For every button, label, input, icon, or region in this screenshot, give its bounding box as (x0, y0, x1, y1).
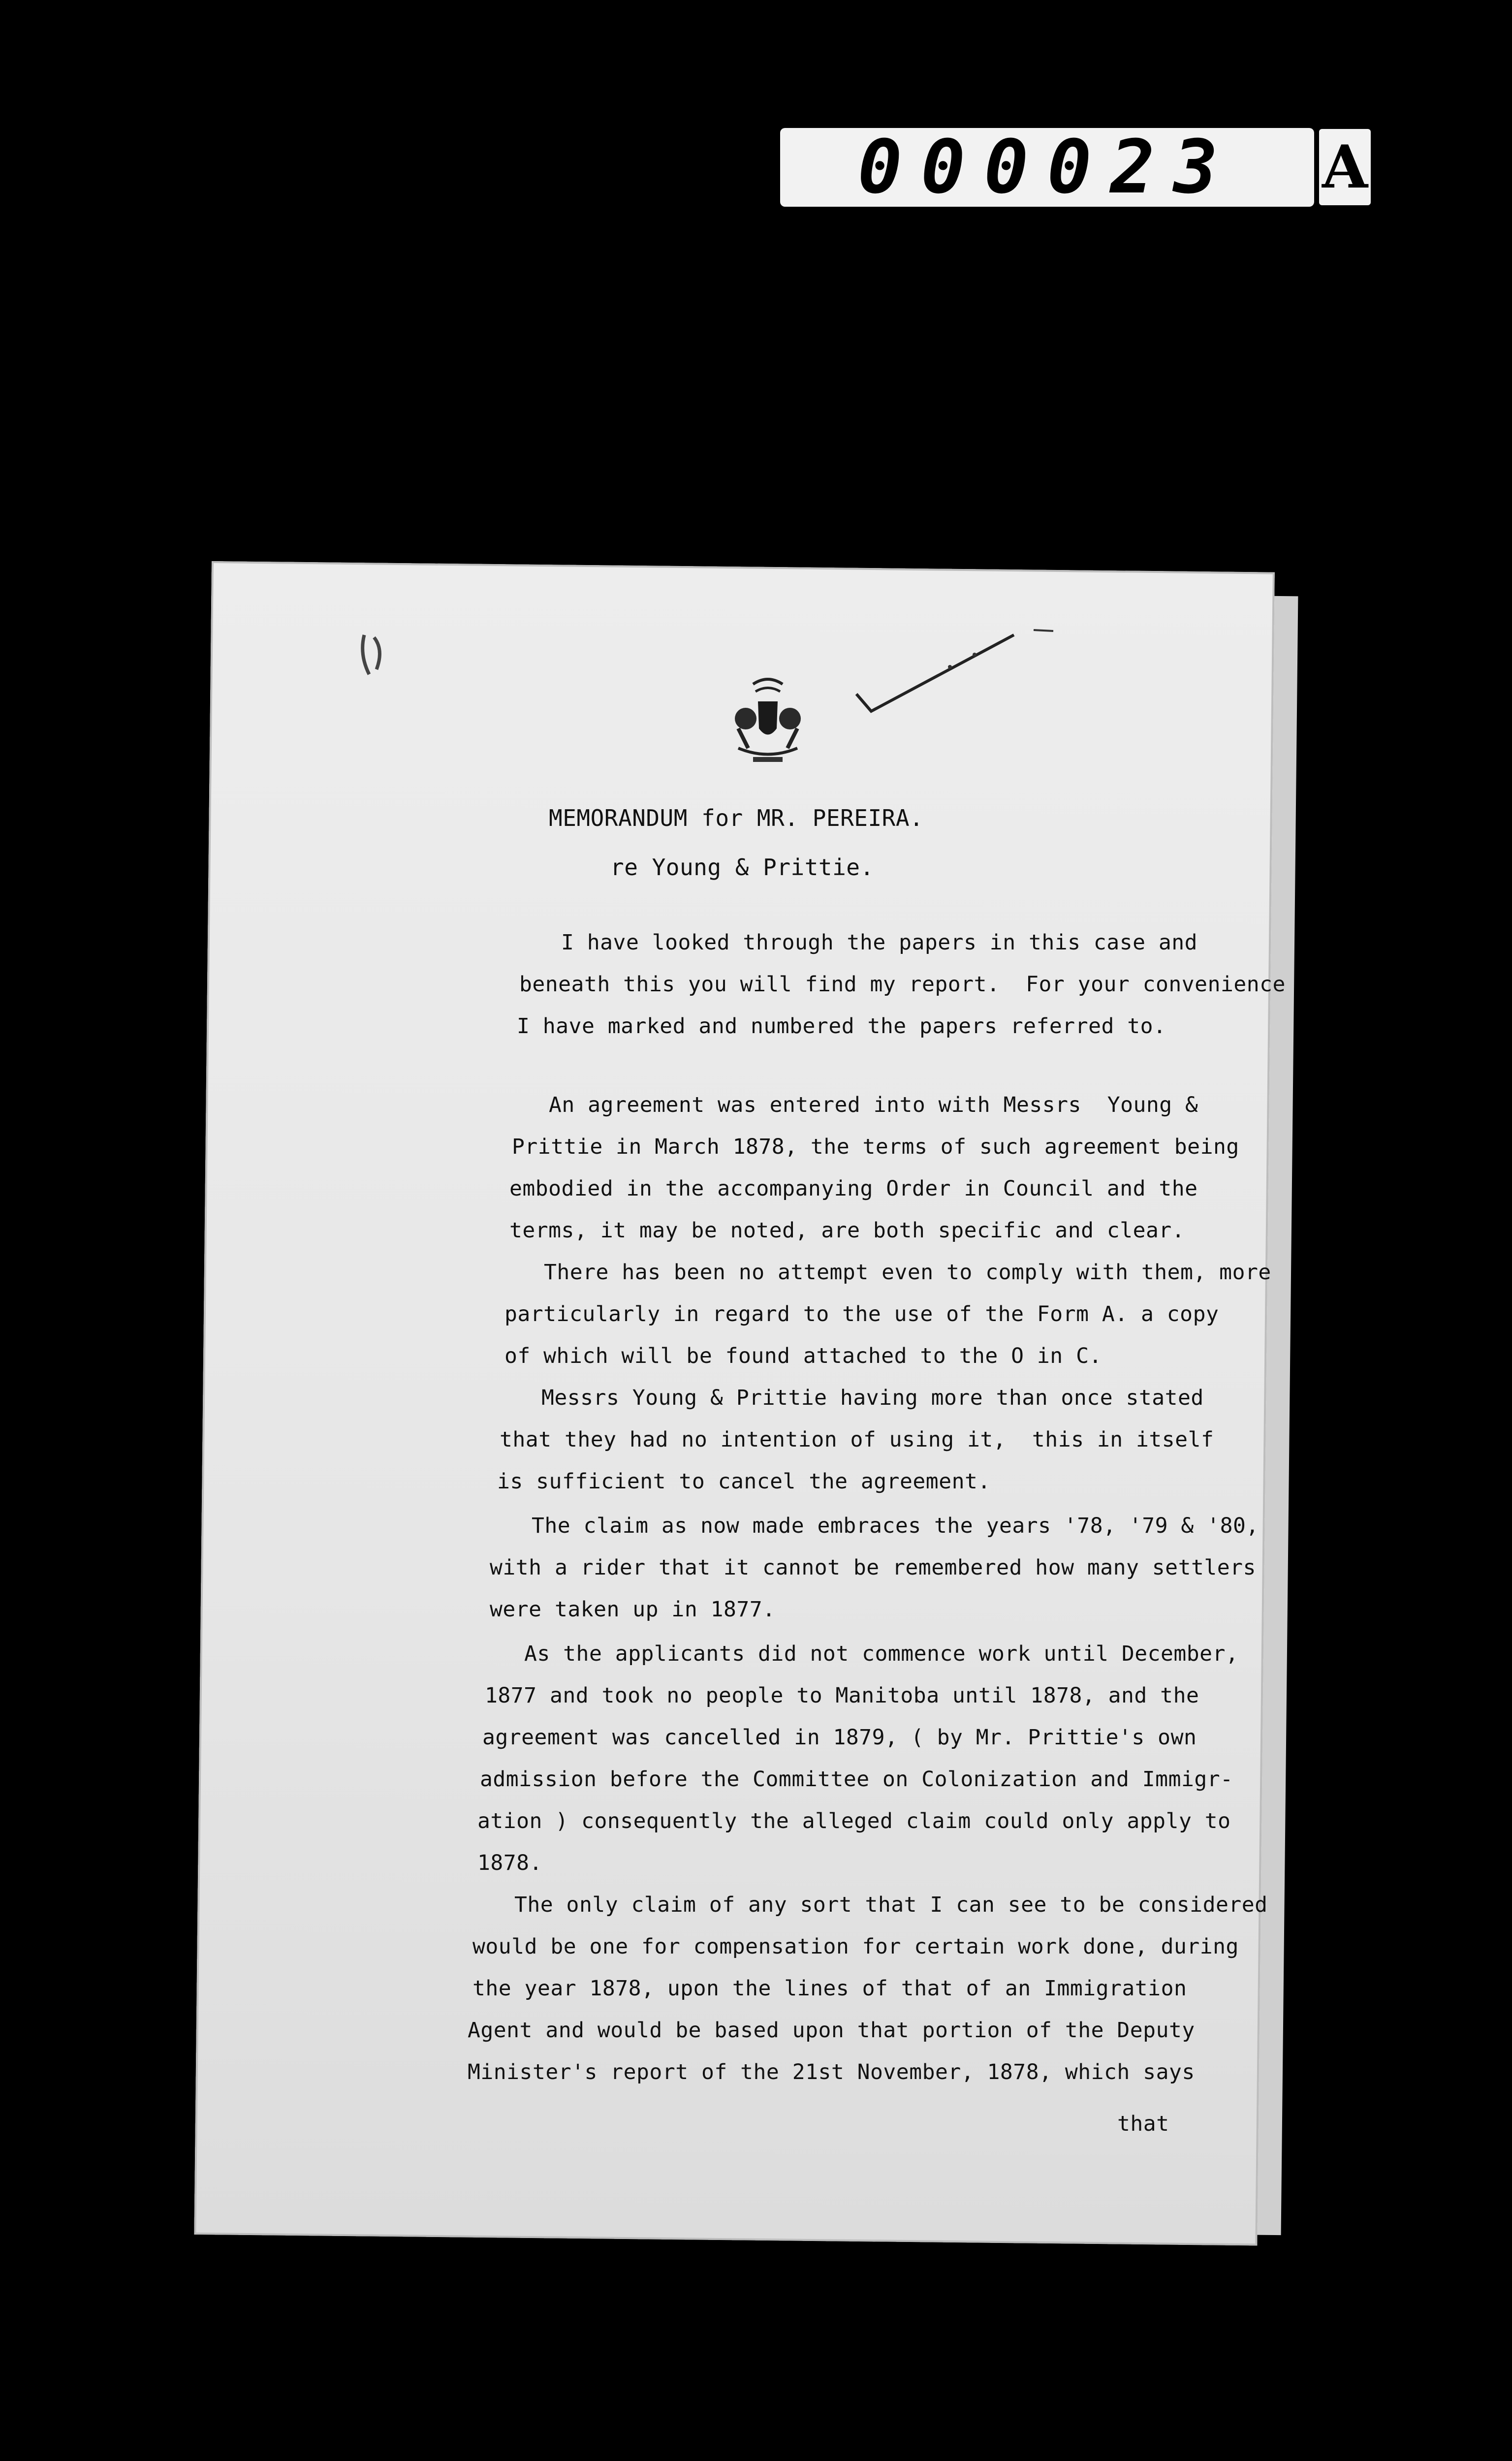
body-line: that (1117, 2112, 1169, 2136)
body-line: terms, it may be noted, are both specific and clear. (509, 1218, 1185, 1243)
body-line: would be one for compensation for certain work done, during (472, 1934, 1239, 1959)
body-line: ation ) consequently the alleged claim could only apply to (477, 1809, 1231, 1833)
body-line: The only claim of any sort that I can see to be considered (514, 1893, 1268, 1917)
body-line: Minister's report of the 21st November, 1878, which says (468, 2060, 1195, 2084)
body-line: There has been no attempt even to comply with them, more (544, 1260, 1271, 1285)
body-line: embodied in the accompanying Order in Council and the (509, 1176, 1198, 1201)
body-line: were taken up in 1877. (490, 1597, 776, 1622)
body-line: agreement was cancelled in 1879, ( by Mr. Prittie's own (482, 1725, 1197, 1750)
body-line: that they had no intention of using it, this in itself (500, 1427, 1214, 1452)
memo-subject: re Young & Prittie. (610, 854, 874, 881)
body-line: An agreement was entered into with Messrs Young & (549, 1093, 1198, 1117)
body-line: I have marked and numbered the papers referred to. (517, 1014, 1166, 1039)
frame-letter: A (1319, 129, 1371, 205)
body-line: beneath this you will find my report. For your convenience (519, 972, 1286, 997)
body-line: The claim as now made embraces the years '78, '79 & '80, (532, 1514, 1259, 1538)
coat-of-arms-icon (719, 674, 817, 773)
body-line: the year 1878, upon the lines of that of an Immigration (472, 1976, 1187, 2001)
body-line: particularly in regard to the use of the Form A. a copy (504, 1302, 1219, 1326)
memo-heading: MEMORANDUM for MR. PEREIRA. (549, 805, 924, 831)
body-line: As the applicants did not commence work until December, (524, 1641, 1239, 1666)
frame-counter: 000023 (780, 128, 1314, 207)
body-line: of which will be found attached to the O in C. (504, 1344, 1102, 1368)
body-line: is sufficient to cancel the agreement. (497, 1469, 991, 1494)
body-line: 1878. (477, 1851, 542, 1875)
body-line: I have looked through the papers in this case and (561, 930, 1198, 955)
corner-mark-icon (354, 630, 399, 679)
body-line: with a rider that it cannot be remembered how many settlers (490, 1555, 1256, 1580)
body-line: Messrs Young & Prittie having more than once stated (541, 1386, 1204, 1410)
checkmark-icon (851, 620, 1058, 719)
body-line: Agent and would be based upon that portion of the Deputy (468, 2018, 1195, 2043)
body-line: 1877 and took no people to Manitoba until 1878, and the (485, 1683, 1199, 1708)
body-line: admission before the Committee on Colonization and Immigr- (480, 1767, 1233, 1792)
body-line: Prittie in March 1878, the terms of such agreement being (512, 1135, 1239, 1159)
